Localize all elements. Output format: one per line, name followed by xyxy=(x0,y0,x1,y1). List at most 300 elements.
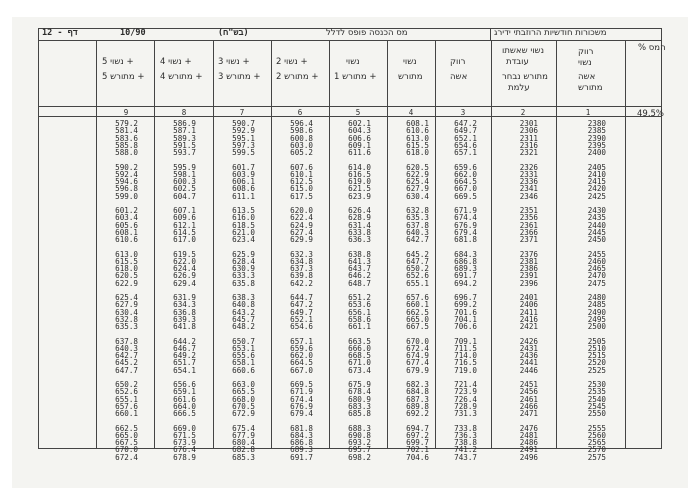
col-index-4: 4 xyxy=(408,108,414,117)
table-cell: 643.7 xyxy=(348,264,371,273)
table-cell: 2336 xyxy=(519,177,538,186)
table-cell: 2470 xyxy=(587,271,606,281)
table-cell: 2465 xyxy=(587,264,606,273)
table-cell: 664.5 xyxy=(454,177,477,186)
table-cell: 679.4 xyxy=(454,227,477,237)
table-cell: 607.6 xyxy=(290,162,313,172)
table-cell: 631.9 xyxy=(173,293,196,302)
header-col1-l3: אשה xyxy=(578,72,596,82)
table-cell: 615.5 xyxy=(115,256,138,266)
table-cell: 591.5 xyxy=(173,140,196,150)
table-cell: 2326 xyxy=(519,162,538,172)
table-cell: 647.7 xyxy=(406,256,429,266)
table-cell: 599.5 xyxy=(232,148,255,157)
table-cell: 667.5 xyxy=(115,438,138,447)
table-cell: 2491 xyxy=(519,445,538,455)
table-cell: 614.5 xyxy=(173,227,196,237)
table-cell: 2385 xyxy=(587,126,606,136)
table-cell: 614.0 xyxy=(348,162,371,172)
table-cell: 669.5 xyxy=(290,380,313,389)
table-cell: 2471 xyxy=(519,409,538,418)
table-cell: 645.2 xyxy=(406,249,429,259)
header-col8-l1: נשוי 4 + xyxy=(160,57,192,67)
table-cell: 605.2 xyxy=(290,148,313,157)
table-cell: 636.3 xyxy=(348,235,371,244)
table-cell: 656.1 xyxy=(348,307,371,317)
table-cell: 637.8 xyxy=(115,336,138,346)
table-cell: 639.8 xyxy=(290,271,313,281)
table-cell: 682.3 xyxy=(406,380,429,389)
table-cell: 2485 xyxy=(587,300,606,310)
table-cell: 603.0 xyxy=(290,140,313,150)
table-cell: 671.5 xyxy=(173,430,196,440)
table-cell: 698.2 xyxy=(348,452,371,462)
column-7-values xyxy=(213,120,255,461)
table-cell: 681.8 xyxy=(290,423,313,433)
table-cell: 604.7 xyxy=(173,191,196,201)
table-cell: 2380 xyxy=(587,119,606,128)
table-cell: 641.8 xyxy=(173,322,196,331)
table-cell: 706.6 xyxy=(454,322,477,331)
table-cell: 2545 xyxy=(587,401,606,411)
table-cell: 2376 xyxy=(519,249,538,259)
table-cell: 601.7 xyxy=(232,162,255,172)
col-sep xyxy=(556,40,557,449)
table-cell: 668.0 xyxy=(232,394,255,404)
table-cell: 2306 xyxy=(519,126,538,136)
title-sep xyxy=(490,28,491,40)
table-cell: 665.0 xyxy=(406,314,429,324)
table-cell: 647.2 xyxy=(454,119,477,128)
table-cell: 588.0 xyxy=(115,148,138,157)
table-cell: 602.5 xyxy=(173,184,196,194)
table-cell: 2500 xyxy=(587,322,606,331)
table-cell: 669.0 xyxy=(173,423,196,433)
table-cell: 612.5 xyxy=(290,177,313,186)
table-cell: 657.6 xyxy=(406,293,429,302)
table-cell: 660.1 xyxy=(115,409,138,418)
table-cell: 2441 xyxy=(519,358,538,368)
table-cell: 2575 xyxy=(587,452,606,462)
table-cell: 2430 xyxy=(587,206,606,215)
table-cell: 674.9 xyxy=(406,351,429,360)
table-cell: 709.1 xyxy=(454,336,477,346)
table-cell: 678.4 xyxy=(348,387,371,397)
column-5-values xyxy=(329,120,371,461)
header-col8-l2: מתורש 4 + xyxy=(160,72,203,82)
table-cell: 2400 xyxy=(587,148,606,157)
table-cell: 634.3 xyxy=(173,300,196,310)
table-cell: 615.0 xyxy=(290,184,313,194)
table-cell: 667.0 xyxy=(290,365,313,375)
table-cell: 660.6 xyxy=(232,365,255,375)
table-cell: 2351 xyxy=(519,206,538,215)
table-cell: 674.4 xyxy=(454,213,477,223)
date: 10/90 xyxy=(120,28,146,38)
table-cell: 595.9 xyxy=(173,162,196,172)
table-cell: 2450 xyxy=(587,235,606,244)
table-cell: 640.8 xyxy=(232,300,255,310)
table-cell: 654.6 xyxy=(454,140,477,150)
table-cell: 667.5 xyxy=(406,322,429,331)
table-cell: 2456 xyxy=(519,387,538,397)
table-cell: 687.3 xyxy=(406,394,429,404)
table-cell: 617.5 xyxy=(290,191,313,201)
table-cell: 2466 xyxy=(519,401,538,411)
table-cell: 659.6 xyxy=(454,162,477,172)
table-cell: 2515 xyxy=(587,351,606,360)
table-cell: 2560 xyxy=(587,430,606,440)
table-cell: 667.0 xyxy=(454,184,477,194)
table-cell: 626.9 xyxy=(173,271,196,281)
table-cell: 688.3 xyxy=(348,423,371,433)
table-cell: 642.7 xyxy=(406,235,429,244)
table-cell: 689.3 xyxy=(290,445,313,455)
table-cell: 629.9 xyxy=(290,235,313,244)
table-cell: 2535 xyxy=(587,387,606,397)
table-cell: 673.9 xyxy=(173,438,196,447)
table-cell: 2510 xyxy=(587,343,606,353)
table-cell: 2366 xyxy=(519,227,538,237)
header-col2-l4: עלמת xyxy=(508,83,530,93)
table-cell: 641.3 xyxy=(348,256,371,266)
table-cell: 702.1 xyxy=(406,445,429,455)
title-rule xyxy=(38,40,662,41)
table-cell: 2356 xyxy=(519,213,538,223)
table-cell: 2565 xyxy=(587,438,606,447)
header-rule xyxy=(38,106,662,107)
header-col7-l1: נשוי 3 + xyxy=(218,57,250,67)
table-cell: 2386 xyxy=(519,264,538,273)
table-cell: 594.6 xyxy=(115,177,138,186)
table-cell: 632.3 xyxy=(290,249,313,259)
table-cell: 652.1 xyxy=(454,133,477,143)
table-cell: 618.0 xyxy=(115,264,138,273)
table-cell: 662.0 xyxy=(454,169,477,179)
table-cell: 684.3 xyxy=(454,249,477,259)
table-cell: 596.8 xyxy=(115,184,138,194)
table-cell: 677.4 xyxy=(406,358,429,368)
table-cell: 612.1 xyxy=(173,220,196,230)
table-cell: 677.9 xyxy=(232,430,255,440)
table-cell: 633.3 xyxy=(232,271,255,281)
table-cell: 631.4 xyxy=(348,220,371,230)
table-cell: 637.3 xyxy=(290,264,313,273)
table-cell: 695.7 xyxy=(348,445,371,455)
table-cell: 620.5 xyxy=(406,162,429,172)
table-cell: 627.9 xyxy=(406,184,429,194)
table-cell: 650.2 xyxy=(406,264,429,273)
table-cell: 2446 xyxy=(519,365,538,375)
col-index-8: 8 xyxy=(181,108,187,117)
table-cell: 676.4 xyxy=(173,445,196,455)
table-cell: 635.8 xyxy=(232,278,255,288)
table-cell: 741.2 xyxy=(454,445,477,455)
table-cell: 644.7 xyxy=(290,293,313,302)
table-cell: 630.4 xyxy=(406,191,429,201)
table-cell: 2555 xyxy=(587,423,606,433)
table-cell: 618.5 xyxy=(232,220,255,230)
table-cell: 2425 xyxy=(587,191,606,201)
table-cell: 672.4 xyxy=(406,343,429,353)
table-cell: 2391 xyxy=(519,271,538,281)
table-cell: 681.8 xyxy=(454,235,477,244)
table-cell: 645.7 xyxy=(232,314,255,324)
table-cell: 666.5 xyxy=(173,409,196,418)
table-cell: 2415 xyxy=(587,177,606,186)
table-cell: 649.7 xyxy=(290,307,313,317)
table-cell: 671.9 xyxy=(290,387,313,397)
table-cell: 2520 xyxy=(587,358,606,368)
table-cell: 716.5 xyxy=(454,358,477,368)
column-2-values xyxy=(500,120,538,461)
table-cell: 671.9 xyxy=(454,206,477,215)
table-cell: 2361 xyxy=(519,220,538,230)
table-cell: 731.3 xyxy=(454,409,477,418)
table-cell: 697.2 xyxy=(406,430,429,440)
table-cell: 627.9 xyxy=(115,300,138,310)
table-cell: 617.0 xyxy=(173,235,196,244)
table-cell: 2395 xyxy=(587,140,606,150)
col-index-9: 9 xyxy=(123,108,129,117)
header-col2-l2: עובדת xyxy=(506,57,529,67)
table-cell: 670.5 xyxy=(232,401,255,411)
table-cell: 601.2 xyxy=(115,206,138,215)
table-cell: 622.4 xyxy=(290,213,313,223)
table-cell: 606.6 xyxy=(348,133,371,143)
header-col2-l3: מתורש נבחר xyxy=(502,72,548,82)
table-cell: 2346 xyxy=(519,191,538,201)
header-col5-l2: מתורש 1 + xyxy=(334,72,377,82)
table-cell: 711.5 xyxy=(454,343,477,353)
table-cell: 2461 xyxy=(519,394,538,404)
table-cell: 620.0 xyxy=(290,206,313,215)
table-cell: 2390 xyxy=(587,133,606,143)
table-cell: 679.4 xyxy=(290,409,313,418)
table-cell: 2381 xyxy=(519,256,538,266)
table-cell: 2570 xyxy=(587,445,606,455)
col-index-5: 5 xyxy=(355,108,361,117)
table-cell: 2435 xyxy=(587,213,606,223)
table-cell: 2331 xyxy=(519,169,538,179)
table-cell: 640.3 xyxy=(115,343,138,353)
table-cell: 605.6 xyxy=(115,220,138,230)
table-cell: 664.5 xyxy=(290,358,313,368)
currency-label: (בש"ח) xyxy=(218,28,249,38)
table-cell: 2341 xyxy=(519,184,538,194)
table-cell: 630.9 xyxy=(232,264,255,273)
table-cell: 603.9 xyxy=(232,169,255,179)
table-cell: 676.9 xyxy=(454,220,477,230)
table-cell: 679.9 xyxy=(406,365,429,375)
table-cell: 2476 xyxy=(519,423,538,433)
tax-subtitle: מס הכנסה פופס לדלל xyxy=(326,28,408,38)
table-cell: 657.1 xyxy=(290,336,313,346)
header-col4-l1: נשוי xyxy=(403,57,417,67)
table-cell: 608.6 xyxy=(232,184,255,194)
table-cell: 2405 xyxy=(587,162,606,172)
table-cell: 668.5 xyxy=(348,351,371,360)
table-cell: 661.1 xyxy=(348,322,371,331)
table-cell: 657.6 xyxy=(115,401,138,411)
table-cell: 658.6 xyxy=(348,314,371,324)
table-cell: 607.1 xyxy=(173,206,196,215)
table-cell: 648.7 xyxy=(348,278,371,288)
table-cell: 2311 xyxy=(519,133,538,143)
table-cell: 2530 xyxy=(587,380,606,389)
table-cell: 622.9 xyxy=(406,169,429,179)
table-cell: 686.8 xyxy=(454,256,477,266)
table-cell: 704.1 xyxy=(454,314,477,324)
table-cell: 647.2 xyxy=(290,300,313,310)
table-cell: 634.8 xyxy=(290,256,313,266)
table-cell: 616.5 xyxy=(348,169,371,179)
table-cell: 647.7 xyxy=(115,365,138,375)
table-cell: 675.9 xyxy=(348,380,371,389)
table-cell: 2321 xyxy=(519,148,538,157)
col-index-6: 6 xyxy=(297,108,303,117)
table-cell: 615.5 xyxy=(406,140,429,150)
table-cell: 622.9 xyxy=(115,278,138,288)
table-cell: 2460 xyxy=(587,256,606,266)
table-cell: 2505 xyxy=(587,336,606,346)
table-cell: 662.5 xyxy=(115,423,138,433)
table-cell: 609.1 xyxy=(348,140,371,150)
table-cell: 632.8 xyxy=(406,206,429,215)
table-cell: 672.9 xyxy=(232,409,255,418)
table-cell: 655.1 xyxy=(115,394,138,404)
table-cell: 686.8 xyxy=(290,438,313,447)
table-cell: 2371 xyxy=(519,235,538,244)
table-cell: 604.3 xyxy=(348,126,371,136)
table-cell: 656.6 xyxy=(173,380,196,389)
header-col3-l2: אשה xyxy=(450,72,468,82)
table-cell: 638.8 xyxy=(348,249,371,259)
table-cell: 669.5 xyxy=(454,191,477,201)
table-cell: 736.3 xyxy=(454,430,477,440)
table-cell: 639.3 xyxy=(173,314,196,324)
document-title: משכורות חודשיות הרוזבתי ידירג xyxy=(494,28,607,38)
table-cell: 2436 xyxy=(519,351,538,360)
table-cell: 670.0 xyxy=(115,445,138,455)
table-cell: 613.5 xyxy=(232,206,255,215)
table-cell: 2455 xyxy=(587,249,606,259)
table-cell: 691.7 xyxy=(290,452,313,462)
table-cell: 626.4 xyxy=(348,206,371,215)
table-cell: 2420 xyxy=(587,184,606,194)
table-cell: 652.1 xyxy=(290,314,313,324)
table-cell: 658.1 xyxy=(232,358,255,368)
table-cell: 644.2 xyxy=(173,336,196,346)
table-cell: 699.2 xyxy=(454,300,477,310)
table-cell: 726.4 xyxy=(454,394,477,404)
table-cell: 600.3 xyxy=(173,177,196,186)
table-cell: 579.2 xyxy=(115,119,138,128)
table-cell: 643.2 xyxy=(232,307,255,317)
table-cell: 649.7 xyxy=(454,126,477,136)
table-cell: 610.1 xyxy=(290,169,313,179)
table-cell: 692.2 xyxy=(406,409,429,418)
table-cell: 636.8 xyxy=(173,307,196,317)
table-cell: 665.0 xyxy=(115,430,138,440)
table-cell: 583.6 xyxy=(115,133,138,143)
table-cell: 680.9 xyxy=(348,394,371,404)
table-cell: 676.9 xyxy=(290,401,313,411)
table-cell: 684.3 xyxy=(290,430,313,440)
table-cell: 586.9 xyxy=(173,119,196,128)
table-cell: 635.3 xyxy=(406,213,429,223)
table-cell: 2416 xyxy=(519,314,538,324)
table-cell: 646.2 xyxy=(348,271,371,281)
table-cell: 628.4 xyxy=(232,256,255,266)
table-cell: 2410 xyxy=(587,169,606,179)
table-cell: 589.3 xyxy=(173,133,196,143)
table-cell: 625.4 xyxy=(115,293,138,302)
table-cell: 619.0 xyxy=(348,177,371,186)
header-col9-l2: מתורש 5 + xyxy=(102,72,145,82)
table-cell: 2496 xyxy=(519,452,538,462)
table-cell: 590.2 xyxy=(115,162,138,172)
table-cell: 653.1 xyxy=(232,343,255,353)
table-cell: 2495 xyxy=(587,314,606,324)
table-cell: 611.6 xyxy=(348,148,371,157)
rate-value: 49.5% xyxy=(637,109,665,119)
header-col1-l4: מתורש xyxy=(578,83,603,93)
table-cell: 714.0 xyxy=(454,351,477,360)
table-cell: 685.8 xyxy=(348,409,371,418)
table-cell: 596.4 xyxy=(290,119,313,128)
rate-header: % המס xyxy=(638,43,666,53)
table-cell: 664.0 xyxy=(173,401,196,411)
table-cell: 683.3 xyxy=(348,401,371,411)
table-cell: 2421 xyxy=(519,322,538,331)
table-cell: 694.7 xyxy=(406,423,429,433)
table-cell: 680.4 xyxy=(232,438,255,447)
page-number: 12 - דף xyxy=(42,28,78,38)
table-cell: 628.9 xyxy=(348,213,371,223)
table-cell: 2301 xyxy=(519,119,538,128)
table-cell: 2445 xyxy=(587,227,606,237)
table-cell: 660.1 xyxy=(406,300,429,310)
table-cell: 659.6 xyxy=(290,343,313,353)
table-cell: 610.6 xyxy=(115,235,138,244)
col-index-1: 1 xyxy=(585,108,591,117)
table-cell: 654.1 xyxy=(173,365,196,375)
table-cell: 640.3 xyxy=(406,227,429,237)
table-cell: 598.1 xyxy=(173,169,196,179)
table-cell: 650.7 xyxy=(232,336,255,346)
table-cell: 733.8 xyxy=(454,423,477,433)
table-cell: 652.6 xyxy=(115,387,138,397)
table-cell: 2550 xyxy=(587,409,606,418)
table-cell: 621.5 xyxy=(348,184,371,194)
table-cell: 599.0 xyxy=(115,191,138,201)
table-cell: 2525 xyxy=(587,365,606,375)
table-cell: 666.0 xyxy=(348,343,371,353)
tax-table xyxy=(38,28,666,473)
column-3-values xyxy=(435,120,477,461)
table-cell: 721.4 xyxy=(454,380,477,389)
table-cell: 689.8 xyxy=(406,401,429,411)
table-cell: 608.1 xyxy=(115,227,138,237)
table-cell: 616.0 xyxy=(232,213,255,223)
table-cell: 678.9 xyxy=(173,452,196,462)
table-cell: 623.4 xyxy=(232,235,255,244)
table-cell: 671.0 xyxy=(348,358,371,368)
table-cell: 661.6 xyxy=(173,394,196,404)
header-col1-l2: נשוי xyxy=(578,58,592,68)
table-cell: 613.0 xyxy=(406,133,429,143)
